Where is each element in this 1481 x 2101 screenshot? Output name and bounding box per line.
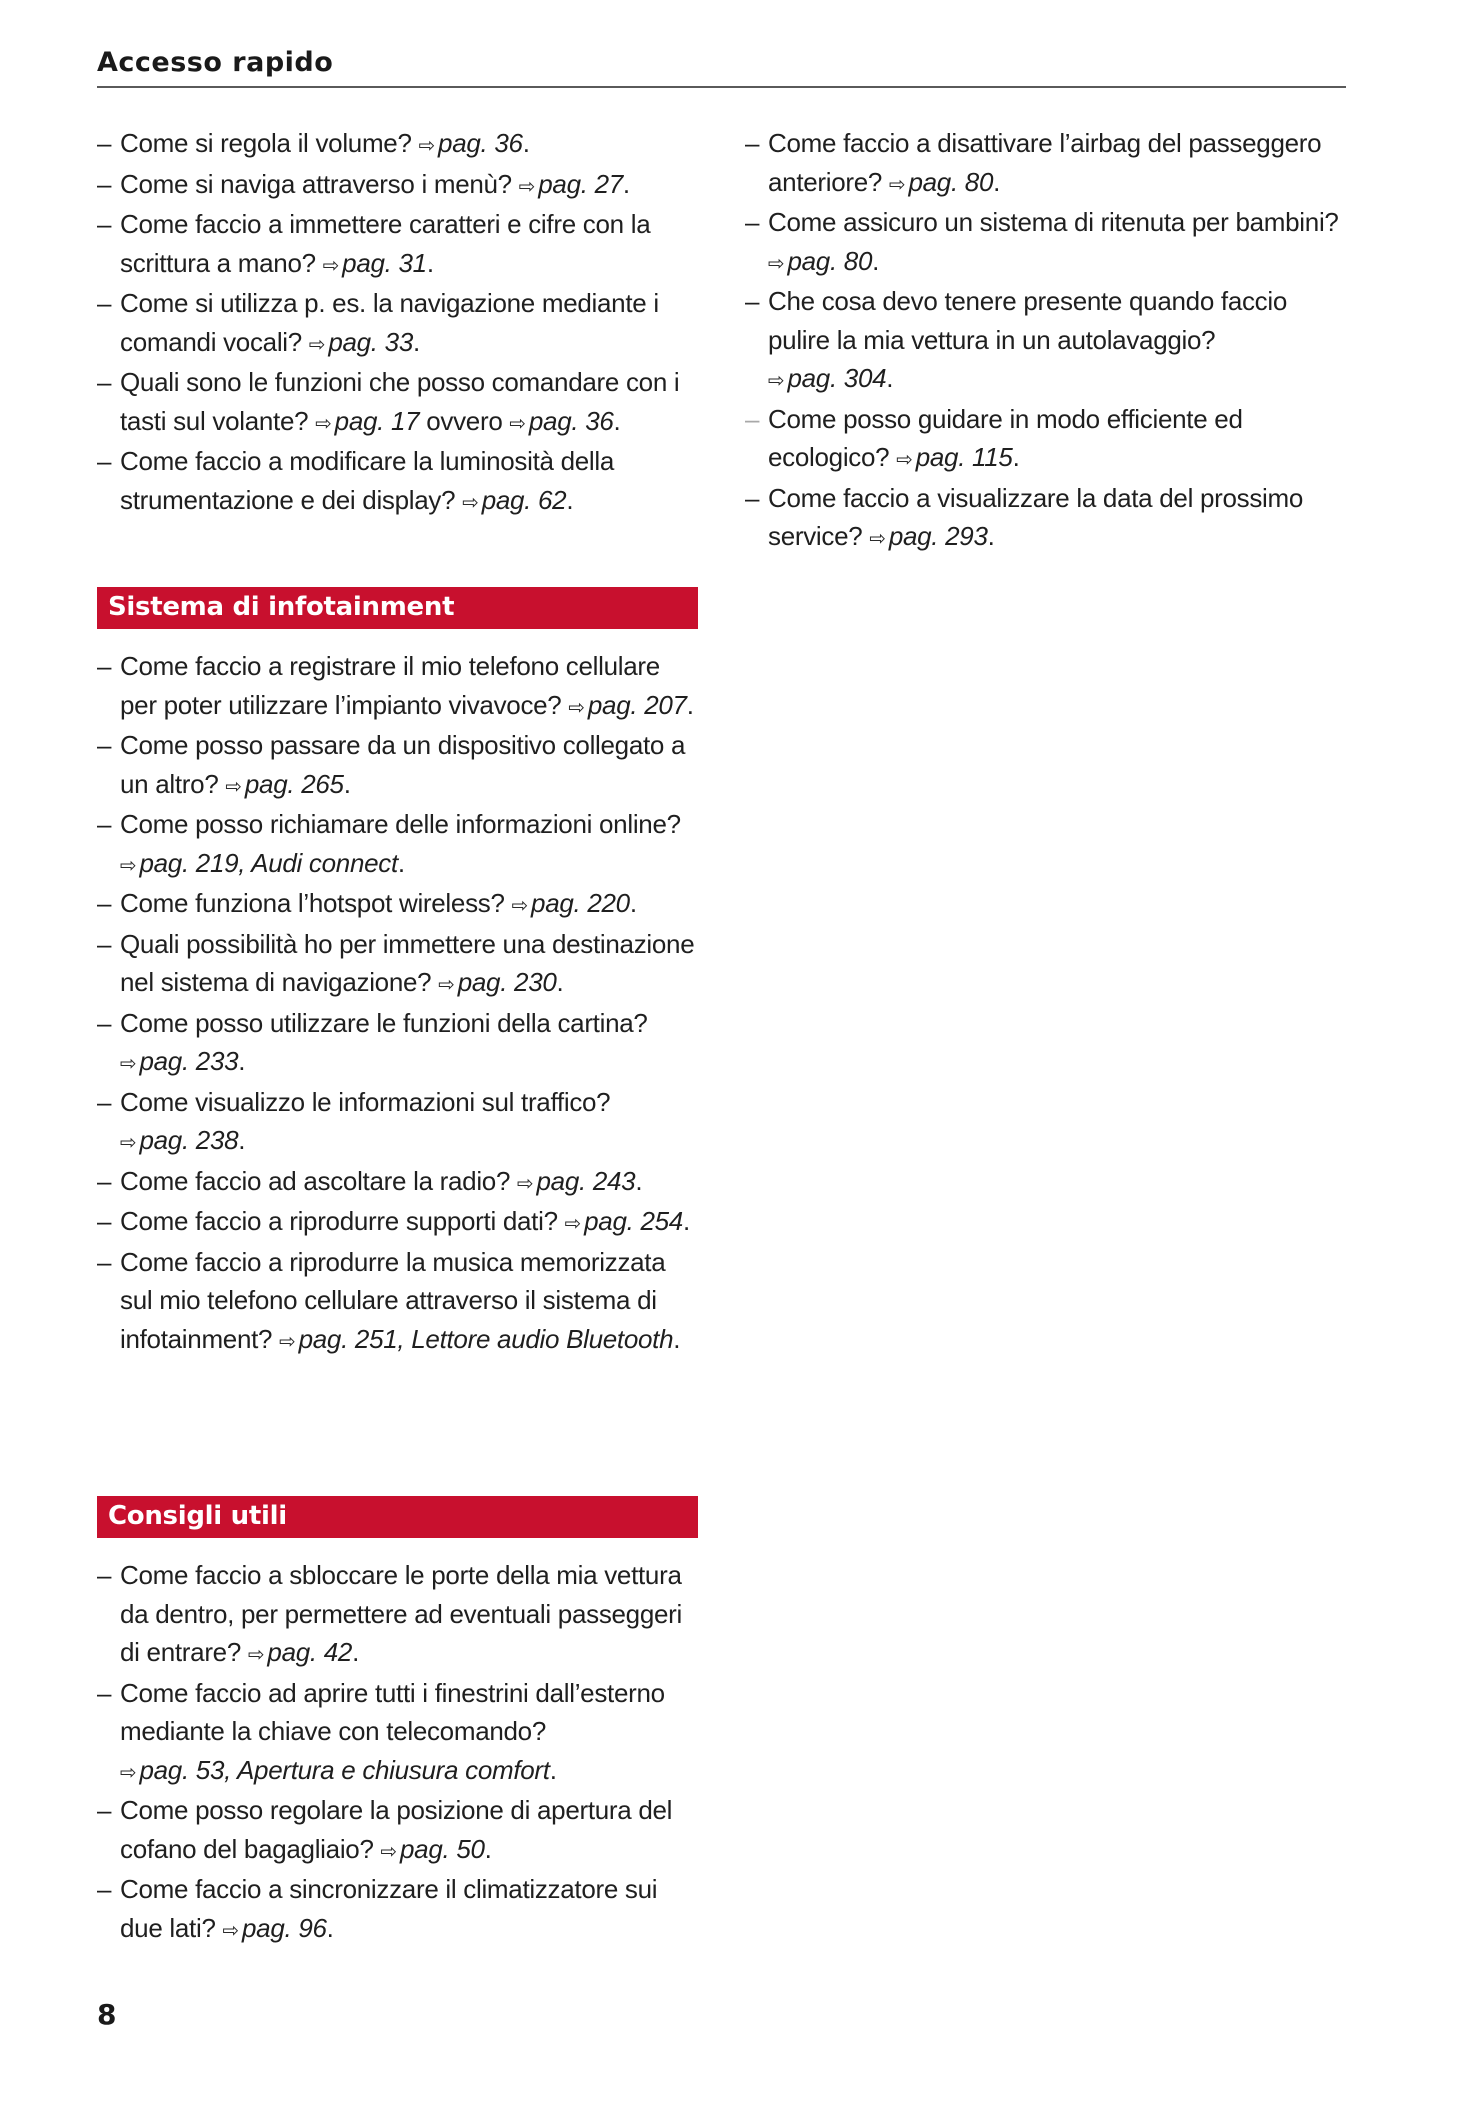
- sentence-period: .: [343, 768, 351, 799]
- bullet-dash: –: [97, 128, 112, 158]
- list-item: [97, 925, 699, 1004]
- sentence-period: .: [635, 1165, 643, 1196]
- page-reference-link[interactable]: [565, 1206, 683, 1236]
- bullet-dash: –: [97, 367, 112, 397]
- list-item: [97, 284, 699, 363]
- question-text: Come funziona l’hotspot wireless?: [120, 888, 512, 918]
- question-text: Che cosa devo tenere presente quando faccio pulire la mia vettura in un autolavaggio?: [768, 286, 1288, 355]
- arrow-right-icon: ⇨: [889, 171, 906, 196]
- infotainment-column: [97, 647, 699, 1360]
- page-reference-text: pag. 220: [531, 888, 630, 918]
- page-reference-text: pag. 233: [139, 1046, 239, 1076]
- sentence-period: .: [484, 1833, 492, 1864]
- bullet-dash: –: [97, 1007, 112, 1038]
- arrow-right-icon: ⇨: [518, 173, 536, 198]
- question-text: Come faccio a immettere caratteri e cifre con la scrittura a mano?: [120, 209, 651, 278]
- bullet-dash: –: [97, 1677, 112, 1708]
- arrow-right-icon: ⇨: [308, 331, 326, 356]
- page-reference-text: pag. 42: [267, 1637, 353, 1667]
- question-text: Come faccio a riprodurre la musica memorizzata sul mio telefono cellulare attraverso il sistema di infotainment?: [120, 1246, 666, 1354]
- list-item: [97, 1162, 699, 1203]
- section-header-infotainment: [97, 587, 698, 629]
- page-reference-link[interactable]: [768, 246, 872, 276]
- page-reference-link[interactable]: [120, 848, 398, 878]
- arrow-right-icon: ⇨: [247, 1642, 265, 1666]
- page-reference-link[interactable]: [248, 1637, 352, 1667]
- question-list: [745, 124, 1347, 558]
- arrow-right-icon: ⇨: [896, 447, 913, 471]
- list-item: [97, 1202, 699, 1243]
- question-text: Come posso passare da un dispositivo collegato a un altro?: [120, 730, 686, 799]
- page-reference-text: pag. 80: [908, 166, 994, 197]
- page-reference-link[interactable]: [120, 1046, 238, 1076]
- bullet-dash: –: [97, 809, 112, 839]
- list-item: [97, 1556, 699, 1674]
- bullet-dash: –: [97, 928, 112, 959]
- page-reference-link[interactable]: [519, 169, 623, 199]
- sentence-period: .: [629, 888, 637, 918]
- bullet-dash: –: [97, 1086, 112, 1117]
- list-item: [745, 400, 1347, 479]
- question-text: Come posso regolare la posizione di apertura del cofano del bagagliaio?: [120, 1795, 673, 1864]
- page-reference-text: pag. 243: [536, 1165, 636, 1196]
- bullet-dash: –: [745, 403, 760, 434]
- arrow-right-icon: ⇨: [509, 410, 526, 435]
- question-text: Come faccio ad aprire tutti i finestrini dall’esterno mediante la chiave con telecomando?: [120, 1677, 665, 1746]
- page-reference-link[interactable]: [223, 1913, 327, 1943]
- question-text: Come posso richiamare delle informazioni online?: [120, 809, 681, 839]
- page-header-title: Accesso rapido: [97, 47, 334, 78]
- page-reference-text: pag. 96: [242, 1912, 327, 1943]
- arrow-right-icon: ⇨: [120, 1130, 137, 1154]
- question-text: Come faccio a sbloccare le porte della mia vettura da dentro, per permettere ad eventuali passeggeri di entrare?: [120, 1560, 682, 1667]
- page-reference-link[interactable]: [438, 967, 556, 997]
- sentence-period: .: [993, 166, 1001, 197]
- arrow-right-icon: ⇨: [120, 1759, 137, 1784]
- list-item: [97, 1004, 699, 1083]
- question-text: Come faccio a registrare il mio telefono cellulare per poter utilizzare l’impianto vivavoce?: [120, 651, 660, 720]
- bullet-dash: –: [97, 446, 112, 476]
- sentence-period: .: [872, 245, 880, 276]
- sentence-period: .: [622, 168, 630, 199]
- page-reference-text: pag. 230: [457, 967, 557, 997]
- page-reference-link[interactable]: [517, 1166, 635, 1196]
- list-item: [745, 124, 1347, 203]
- list-item: [97, 726, 699, 805]
- arrow-right-icon: ⇨: [462, 489, 479, 514]
- page-reference-link[interactable]: [768, 363, 886, 393]
- page-reference-text: pag. 27: [538, 168, 623, 199]
- page-reference-link[interactable]: [568, 690, 686, 720]
- arrow-right-icon: ⇨: [768, 368, 785, 392]
- arrow-right-icon: ⇨: [279, 1328, 296, 1353]
- page-reference-link[interactable]: [309, 327, 413, 357]
- question-text: Come faccio ad ascoltare la radio?: [120, 1165, 518, 1196]
- sentence-period: .: [238, 1125, 246, 1155]
- question-list: [97, 647, 699, 1360]
- page-number: 8: [97, 1998, 117, 2031]
- list-item: [97, 1083, 699, 1162]
- list-item: [97, 1243, 699, 1361]
- page-reference-text: pag. 115: [915, 442, 1013, 472]
- sentence-period: .: [238, 1046, 246, 1076]
- sentence-period: .: [673, 1323, 681, 1354]
- page-reference-link[interactable]: [120, 1125, 238, 1155]
- arrow-right-icon: ⇨: [869, 526, 886, 550]
- bullet-dash: –: [97, 288, 112, 318]
- page-reference-text: pag. 238: [139, 1125, 239, 1155]
- sentence-period: .: [682, 1206, 690, 1236]
- arrow-right-icon: ⇨: [225, 773, 242, 798]
- page-reference-link[interactable]: [279, 1324, 673, 1354]
- question-text: Come faccio a sincronizzare il climatizzatore sui due lati?: [120, 1874, 658, 1943]
- page-reference-text: pag. 219, Audi connect: [139, 847, 398, 878]
- question-text: Quali sono le funzioni che posso comandare con i tasti sul volante?: [120, 367, 680, 436]
- bullet-dash: –: [97, 888, 112, 918]
- page-reference-text: pag. 80: [787, 245, 873, 276]
- page-reference-text: pag. 293: [888, 521, 988, 551]
- sentence-period: .: [412, 326, 420, 357]
- list-item: [745, 203, 1347, 282]
- page-reference-text: pag. 36: [438, 128, 523, 158]
- list-item: [97, 1870, 699, 1949]
- question-text: Come faccio a riprodurre supporti dati?: [120, 1206, 565, 1236]
- bullet-dash: –: [745, 207, 760, 237]
- arrow-right-icon: ⇨: [315, 410, 332, 435]
- list-item: [97, 884, 699, 925]
- bullet-dash: –: [97, 168, 112, 199]
- page-reference-link[interactable]: [120, 1755, 550, 1785]
- intro-left-column: [97, 124, 699, 521]
- section-header-tips: [97, 1496, 698, 1538]
- page-reference-link[interactable]: [225, 769, 343, 799]
- sentence-period: .: [556, 967, 564, 997]
- question-list: [97, 124, 699, 521]
- sentence-period: .: [352, 1637, 359, 1667]
- sentence-period: .: [397, 847, 405, 878]
- list-item: [745, 479, 1347, 558]
- page-reference-text: pag. 31: [342, 247, 427, 278]
- page-reference-text: pag. 254: [584, 1206, 683, 1236]
- question-text: Come faccio a visualizzare la data del prossimo service?: [768, 482, 1304, 551]
- bullet-dash: –: [745, 286, 760, 316]
- page-reference-text: pag. 17: [334, 405, 420, 436]
- sentence-period: .: [566, 484, 574, 515]
- list-item: [97, 205, 699, 284]
- question-text: Come posso guidare in modo efficiente ed ecologico?: [768, 403, 1243, 472]
- connector-text: ovvero: [419, 405, 510, 436]
- question-text: Come faccio a modificare la luminosità della strumentazione e dei display?: [120, 446, 615, 515]
- list-item: [97, 647, 699, 726]
- bullet-dash: –: [97, 1206, 112, 1236]
- page-reference-text: pag. 36: [528, 405, 614, 436]
- page-reference-text: pag. 33: [328, 326, 413, 357]
- arrow-right-icon: ⇨: [511, 893, 529, 917]
- page-reference-text: pag. 62: [481, 484, 567, 515]
- sentence-period: .: [686, 689, 694, 720]
- header-rule: [97, 86, 1346, 88]
- question-text: Come si utilizza p. es. la navigazione mediante i comandi vocali?: [120, 288, 659, 357]
- question-text: Come si naviga attraverso i menù?: [120, 168, 519, 199]
- bullet-dash: –: [97, 1246, 112, 1277]
- bullet-dash: –: [97, 1560, 112, 1590]
- page-reference-link[interactable]: [509, 406, 613, 436]
- page-reference-link[interactable]: [889, 167, 993, 197]
- page-reference-link[interactable]: [315, 406, 419, 436]
- arrow-right-icon: ⇨: [120, 1051, 137, 1075]
- page-reference-text: pag. 207: [587, 689, 687, 720]
- intro-right-column: [745, 124, 1347, 558]
- sentence-period: .: [886, 363, 894, 393]
- sentence-period: .: [522, 128, 530, 158]
- question-text: Come si regola il volume?: [120, 128, 419, 158]
- sentence-period: .: [1012, 442, 1020, 472]
- list-item: [97, 442, 699, 521]
- sentence-period: .: [613, 405, 621, 436]
- page-reference-text: pag. 53, Apertura e chiusura comfort: [139, 1754, 550, 1785]
- bullet-dash: –: [97, 730, 112, 760]
- bullet-dash: –: [97, 209, 112, 239]
- question-text: Quali possibilità ho per immettere una destinazione nel sistema di navigazione?: [120, 928, 695, 997]
- page-reference-link[interactable]: [512, 888, 630, 918]
- page-reference-link[interactable]: [462, 485, 566, 515]
- question-text: Come assicuro un sistema di ritenuta per bambini?: [768, 207, 1339, 237]
- bullet-dash: –: [745, 482, 760, 513]
- arrow-right-icon: ⇨: [568, 694, 585, 719]
- sentence-period: .: [549, 1754, 557, 1785]
- tips-column: [97, 1556, 699, 1949]
- page-reference-text: pag. 265: [244, 768, 344, 799]
- bullet-dash: –: [97, 1165, 112, 1196]
- sentence-period: .: [426, 247, 434, 278]
- arrow-right-icon: ⇨: [418, 133, 436, 157]
- arrow-right-icon: ⇨: [380, 1838, 398, 1863]
- bullet-dash: –: [97, 1874, 112, 1904]
- list-item: [97, 363, 699, 442]
- arrow-right-icon: ⇨: [222, 1917, 239, 1942]
- arrow-right-icon: ⇨: [120, 852, 137, 877]
- question-text: Come visualizzo le informazioni sul traffico?: [120, 1086, 611, 1117]
- arrow-right-icon: ⇨: [438, 972, 455, 996]
- arrow-right-icon: ⇨: [322, 252, 340, 277]
- page-reference-link[interactable]: [381, 1834, 485, 1864]
- page-reference-link[interactable]: [869, 521, 987, 551]
- section-title: Sistema di infotainment: [108, 592, 455, 622]
- bullet-dash: –: [97, 651, 112, 681]
- list-item: [97, 1674, 699, 1792]
- list-item: [97, 805, 699, 884]
- bullet-dash: –: [97, 1795, 112, 1825]
- page-reference-link[interactable]: [323, 248, 427, 278]
- arrow-right-icon: ⇨: [768, 250, 785, 275]
- question-text: Come faccio a disattivare l’airbag del passeggero anteriore?: [768, 128, 1322, 197]
- page-reference-link[interactable]: [896, 442, 1012, 472]
- arrow-right-icon: ⇨: [517, 1170, 534, 1195]
- sentence-period: .: [987, 521, 995, 551]
- question-list: [97, 1556, 699, 1949]
- list-item: [97, 165, 699, 206]
- section-title: Consigli utili: [108, 1501, 287, 1531]
- page-reference-text: pag. 50: [400, 1833, 485, 1864]
- sentence-period: .: [326, 1912, 334, 1943]
- list-item: [97, 124, 699, 165]
- bullet-dash: –: [745, 128, 760, 158]
- page-reference-text: pag. 304: [787, 363, 887, 393]
- arrow-right-icon: ⇨: [564, 1211, 582, 1235]
- page-reference-text: pag. 251, Lettore audio Bluetooth: [298, 1323, 674, 1354]
- list-item: [97, 1791, 699, 1870]
- question-text: Come posso utilizzare le funzioni della cartina?: [120, 1007, 648, 1038]
- page-reference-link[interactable]: [419, 128, 523, 158]
- list-item: [745, 282, 1347, 400]
